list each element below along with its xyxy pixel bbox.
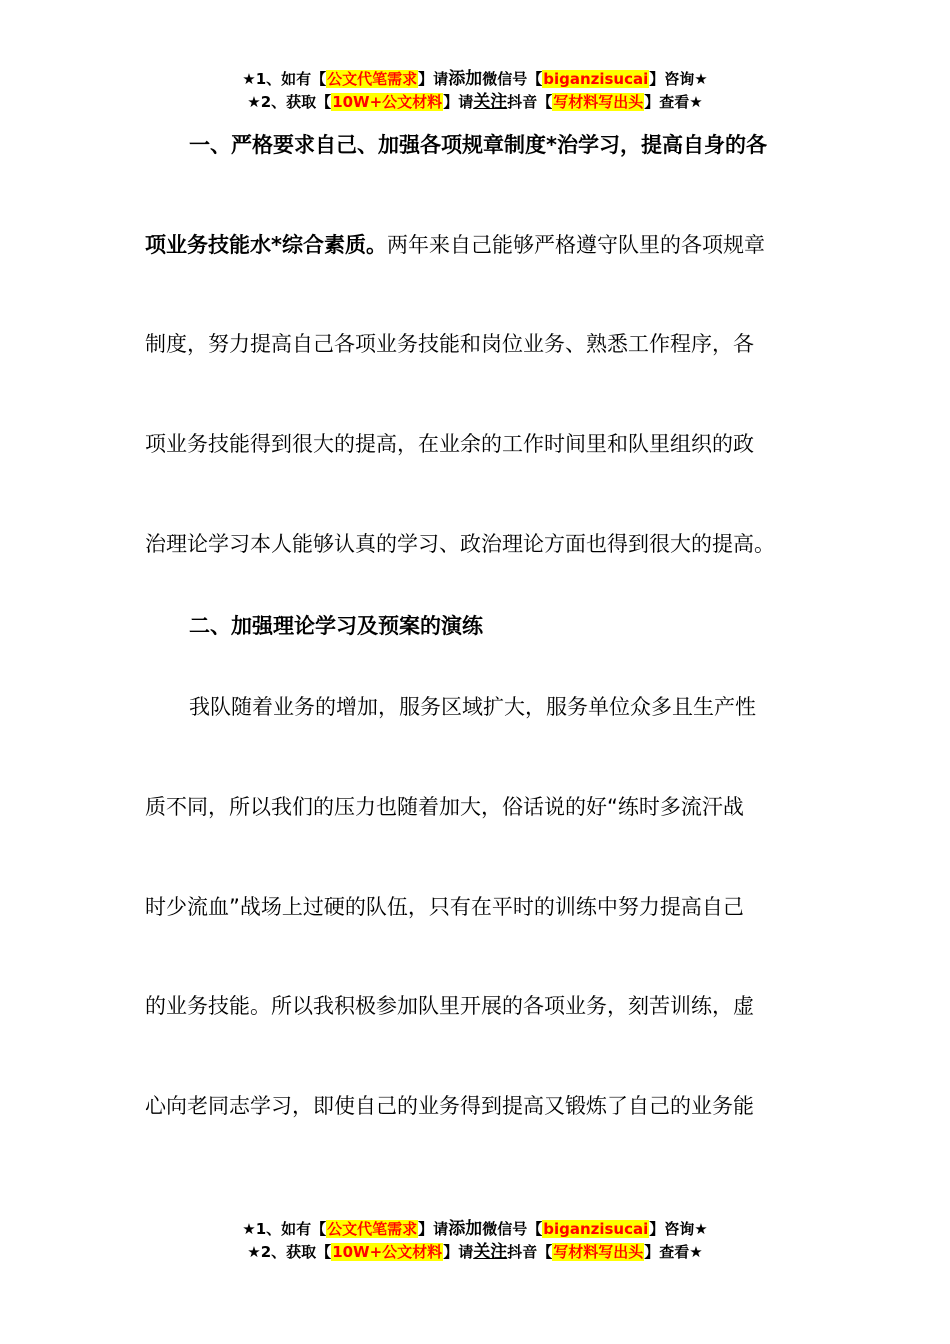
banner-text: 抖音【 bbox=[507, 93, 553, 111]
footer-banner bbox=[0, 1218, 950, 1264]
banner-line-1 bbox=[0, 68, 950, 91]
section-heading-1: 一、严格要求自己、加强各项规章制度*治学习，提高自身的各 bbox=[189, 133, 767, 157]
paragraph-line: 治理论学习本人能够认真的学习、政治理论方面也得到很大的提高。 bbox=[145, 532, 775, 556]
banner-text: 】查看★ bbox=[644, 1243, 703, 1261]
highlight-douyin-account: 写材料写出头 bbox=[553, 93, 644, 111]
paragraph-line: 质不同，所以我们的压力也随着加大，俗话说的好“练时多流汗战 bbox=[145, 795, 744, 819]
banner-text: ★1、如有【 bbox=[242, 70, 327, 88]
banner-text: ★2、获取【 bbox=[247, 93, 332, 111]
paragraph-line: 项业务技能得到很大的提高，在业余的工作时间里和队里组织的政 bbox=[145, 432, 754, 456]
paragraph-text: 两年来自己能够严格遵守队里的各项规章 bbox=[386, 233, 765, 257]
section-heading-1-cont: 项业务技能水*综合素质。 bbox=[145, 233, 387, 257]
banner-text: 】查看★ bbox=[644, 93, 703, 111]
paragraph-line: 制度，努力提高自己各项业务技能和岗位业务、熟悉工作程序，各 bbox=[145, 332, 754, 356]
banner-emphasis: 关注 bbox=[473, 92, 508, 112]
banner-text: 】请 bbox=[443, 1243, 474, 1261]
section-heading-2: 二、加强理论学习及预案的演练 bbox=[189, 614, 483, 638]
banner-text: 微信号【 bbox=[482, 70, 543, 88]
banner-text: 】请 bbox=[418, 70, 449, 88]
paragraph-line: 时少流血”战场上过硬的队伍，只有在平时的训练中努力提高自己 bbox=[145, 895, 744, 919]
paragraph-line: 的业务技能。所以我积极参加队里开展的各项业务，刻苦训练，虚 bbox=[145, 994, 754, 1018]
highlight-materials: 10W+公文材料 bbox=[332, 1243, 443, 1261]
banner-text: ★2、获取【 bbox=[247, 1243, 332, 1261]
highlight-service: 公文代笔需求 bbox=[327, 70, 418, 88]
highlight-materials: 10W+公文材料 bbox=[332, 93, 443, 111]
banner-emphasis: 关注 bbox=[473, 1242, 508, 1262]
banner-text: 】请 bbox=[418, 1220, 449, 1238]
highlight-service: 公文代笔需求 bbox=[327, 1220, 418, 1238]
banner-emphasis: 添加 bbox=[448, 1219, 483, 1239]
banner-text: 】请 bbox=[443, 93, 474, 111]
header-banner bbox=[0, 68, 950, 114]
banner-text: 抖音【 bbox=[507, 1243, 553, 1261]
highlight-douyin-account: 写材料写出头 bbox=[553, 1243, 644, 1261]
paragraph-line: 我队随着业务的增加，服务区域扩大，服务单位众多且生产性 bbox=[189, 695, 756, 719]
banner-line-2 bbox=[0, 1241, 950, 1264]
banner-emphasis: 添加 bbox=[448, 69, 483, 89]
paragraph-line bbox=[145, 230, 765, 260]
highlight-wechat-id: biganzisucai bbox=[543, 1220, 649, 1238]
banner-line-2 bbox=[0, 91, 950, 114]
banner-line-1 bbox=[0, 1218, 950, 1241]
banner-text: 微信号【 bbox=[482, 1220, 543, 1238]
paragraph-line: 心向老同志学习，即使自己的业务得到提高又锻炼了自己的业务能 bbox=[145, 1094, 754, 1118]
highlight-wechat-id: biganzisucai bbox=[543, 70, 649, 88]
banner-text: 】咨询★ bbox=[649, 1220, 708, 1238]
banner-text: 】咨询★ bbox=[649, 70, 708, 88]
banner-text: ★1、如有【 bbox=[242, 1220, 327, 1238]
